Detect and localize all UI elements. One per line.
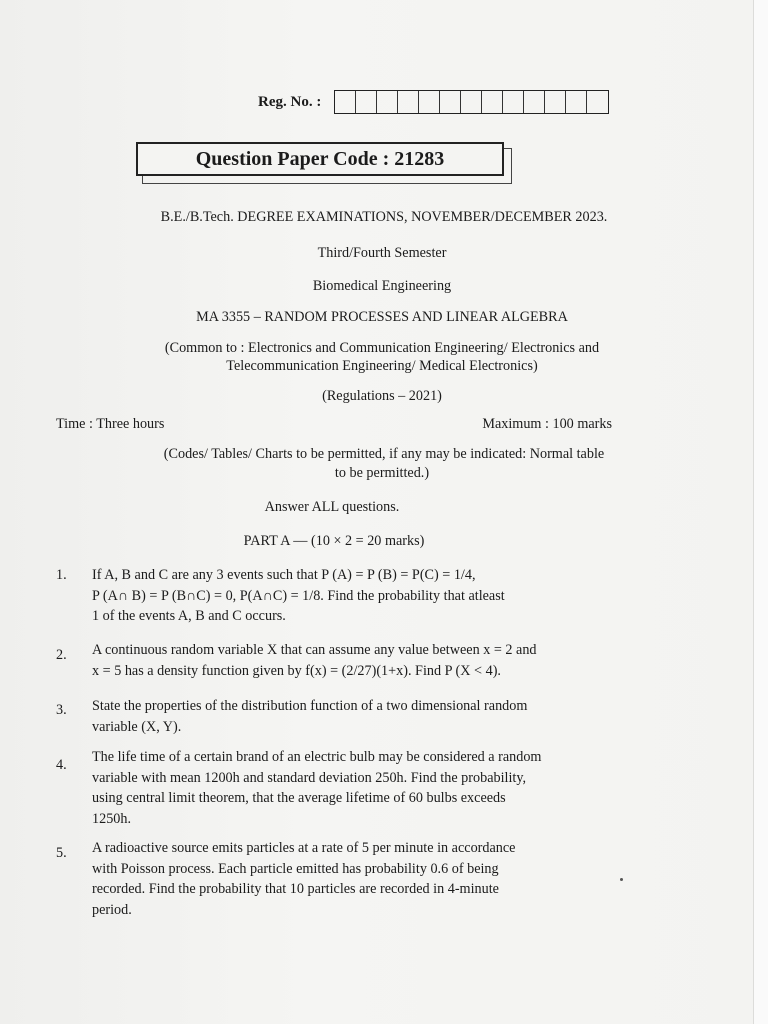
page-edge	[753, 0, 768, 1024]
reg-no-digit-box	[440, 91, 461, 113]
reg-no-digit-box	[461, 91, 482, 113]
time-marks-row	[56, 416, 612, 433]
question-text	[92, 747, 612, 829]
question-line: The life time of a certain brand of an electric bulb may be considered a random	[92, 749, 542, 765]
reg-no-digit-box	[419, 91, 440, 113]
question-line: variable with mean 1200h and standard deviation 250h. Find the probability,	[92, 769, 527, 786]
reg-no-digit-box	[524, 91, 545, 113]
regulations-line: (Regulations – 2021)	[322, 388, 442, 404]
question-line: variable (X, Y).	[92, 718, 182, 735]
question-line: period.	[92, 901, 132, 918]
codes-line-2: to be permitted.)	[334, 465, 430, 481]
reg-no-digit-box	[377, 91, 398, 113]
question-line: 1250h.	[92, 810, 132, 827]
question-line: recorded. Find the probability that 10 particles are recorded in 4-minute	[92, 881, 499, 897]
question-number: 1.	[56, 567, 67, 583]
question-number: 4.	[56, 757, 67, 773]
question-line: 1 of the events A, B and C occurs.	[92, 608, 286, 624]
question-line: A radioactive source emits particles at a rate of 5 per minute in accordance	[92, 840, 516, 856]
reg-no-digit-box	[545, 91, 566, 113]
question-line: with Poisson process. Each particle emitted has probability 0.6 of being	[92, 860, 499, 877]
max-marks-label: Maximum : 100 marks	[482, 416, 612, 432]
question-line: A continuous random variable X that can assume any value between x = 2 and	[92, 642, 537, 658]
codes-line-1: (Codes/ Tables/ Charts to be permitted, if any may be indicated: Normal table	[163, 446, 605, 462]
reg-no-digit-box	[503, 91, 524, 113]
semester-line: Third/Fourth Semester	[317, 245, 447, 261]
question-number: 5.	[56, 845, 67, 861]
degree-line: B.E./B.Tech. DEGREE EXAMINATIONS, NOVEMBER/DECEMBER 2023.	[160, 209, 608, 225]
reg-no-digit-box	[398, 91, 419, 113]
common-to-line-1: (Common to : Electronics and Communication Engineering/ Electronics and	[164, 340, 600, 356]
question-text	[92, 640, 612, 681]
question-line: x = 5 has a density function given by f(x) = (2/27)(1+x). Find P (X < 4).	[92, 662, 501, 679]
branch-line: Biomedical Engineering	[312, 278, 452, 294]
reg-no-label: Reg. No. :	[258, 94, 322, 110]
question-line: P (A∩ B) = P (B∩C) = 0, P(A∩C) = 1/8. Find the probability that atleast	[92, 587, 505, 604]
reg-no-digit-box	[482, 91, 503, 113]
reg-no-digit-box	[356, 91, 377, 113]
part-heading: PART A — (10 × 2 = 20 marks)	[243, 533, 425, 549]
scan-speck	[620, 878, 623, 881]
question-text	[92, 696, 612, 737]
reg-no-digit-box	[566, 91, 587, 113]
question-line: State the properties of the distribution function of a two dimensional random	[92, 698, 528, 714]
instruction-line: Answer ALL questions.	[264, 499, 400, 515]
question-text	[92, 565, 612, 627]
question-line: If A, B and C are any 3 events such that P (A) = P (B) = P(C) = 1/4,	[92, 567, 476, 583]
subject-line: MA 3355 – RANDOM PROCESSES AND LINEAR ALGEBRA	[196, 309, 568, 325]
question-number: 2.	[56, 647, 67, 663]
question-number: 3.	[56, 702, 67, 718]
reg-no-digit-box	[587, 91, 608, 113]
question-paper-code: Question Paper Code : 21283	[136, 142, 504, 176]
question-text	[92, 838, 612, 920]
common-to-line-2: Telecommunication Engineering/ Medical Electronics)	[226, 358, 538, 374]
reg-no-digit-box	[335, 91, 356, 113]
reg-no-boxes	[334, 90, 609, 114]
time-label: Time : Three hours	[56, 416, 165, 432]
question-line: using central limit theorem, that the average lifetime of 60 bulbs exceeds	[92, 790, 506, 806]
